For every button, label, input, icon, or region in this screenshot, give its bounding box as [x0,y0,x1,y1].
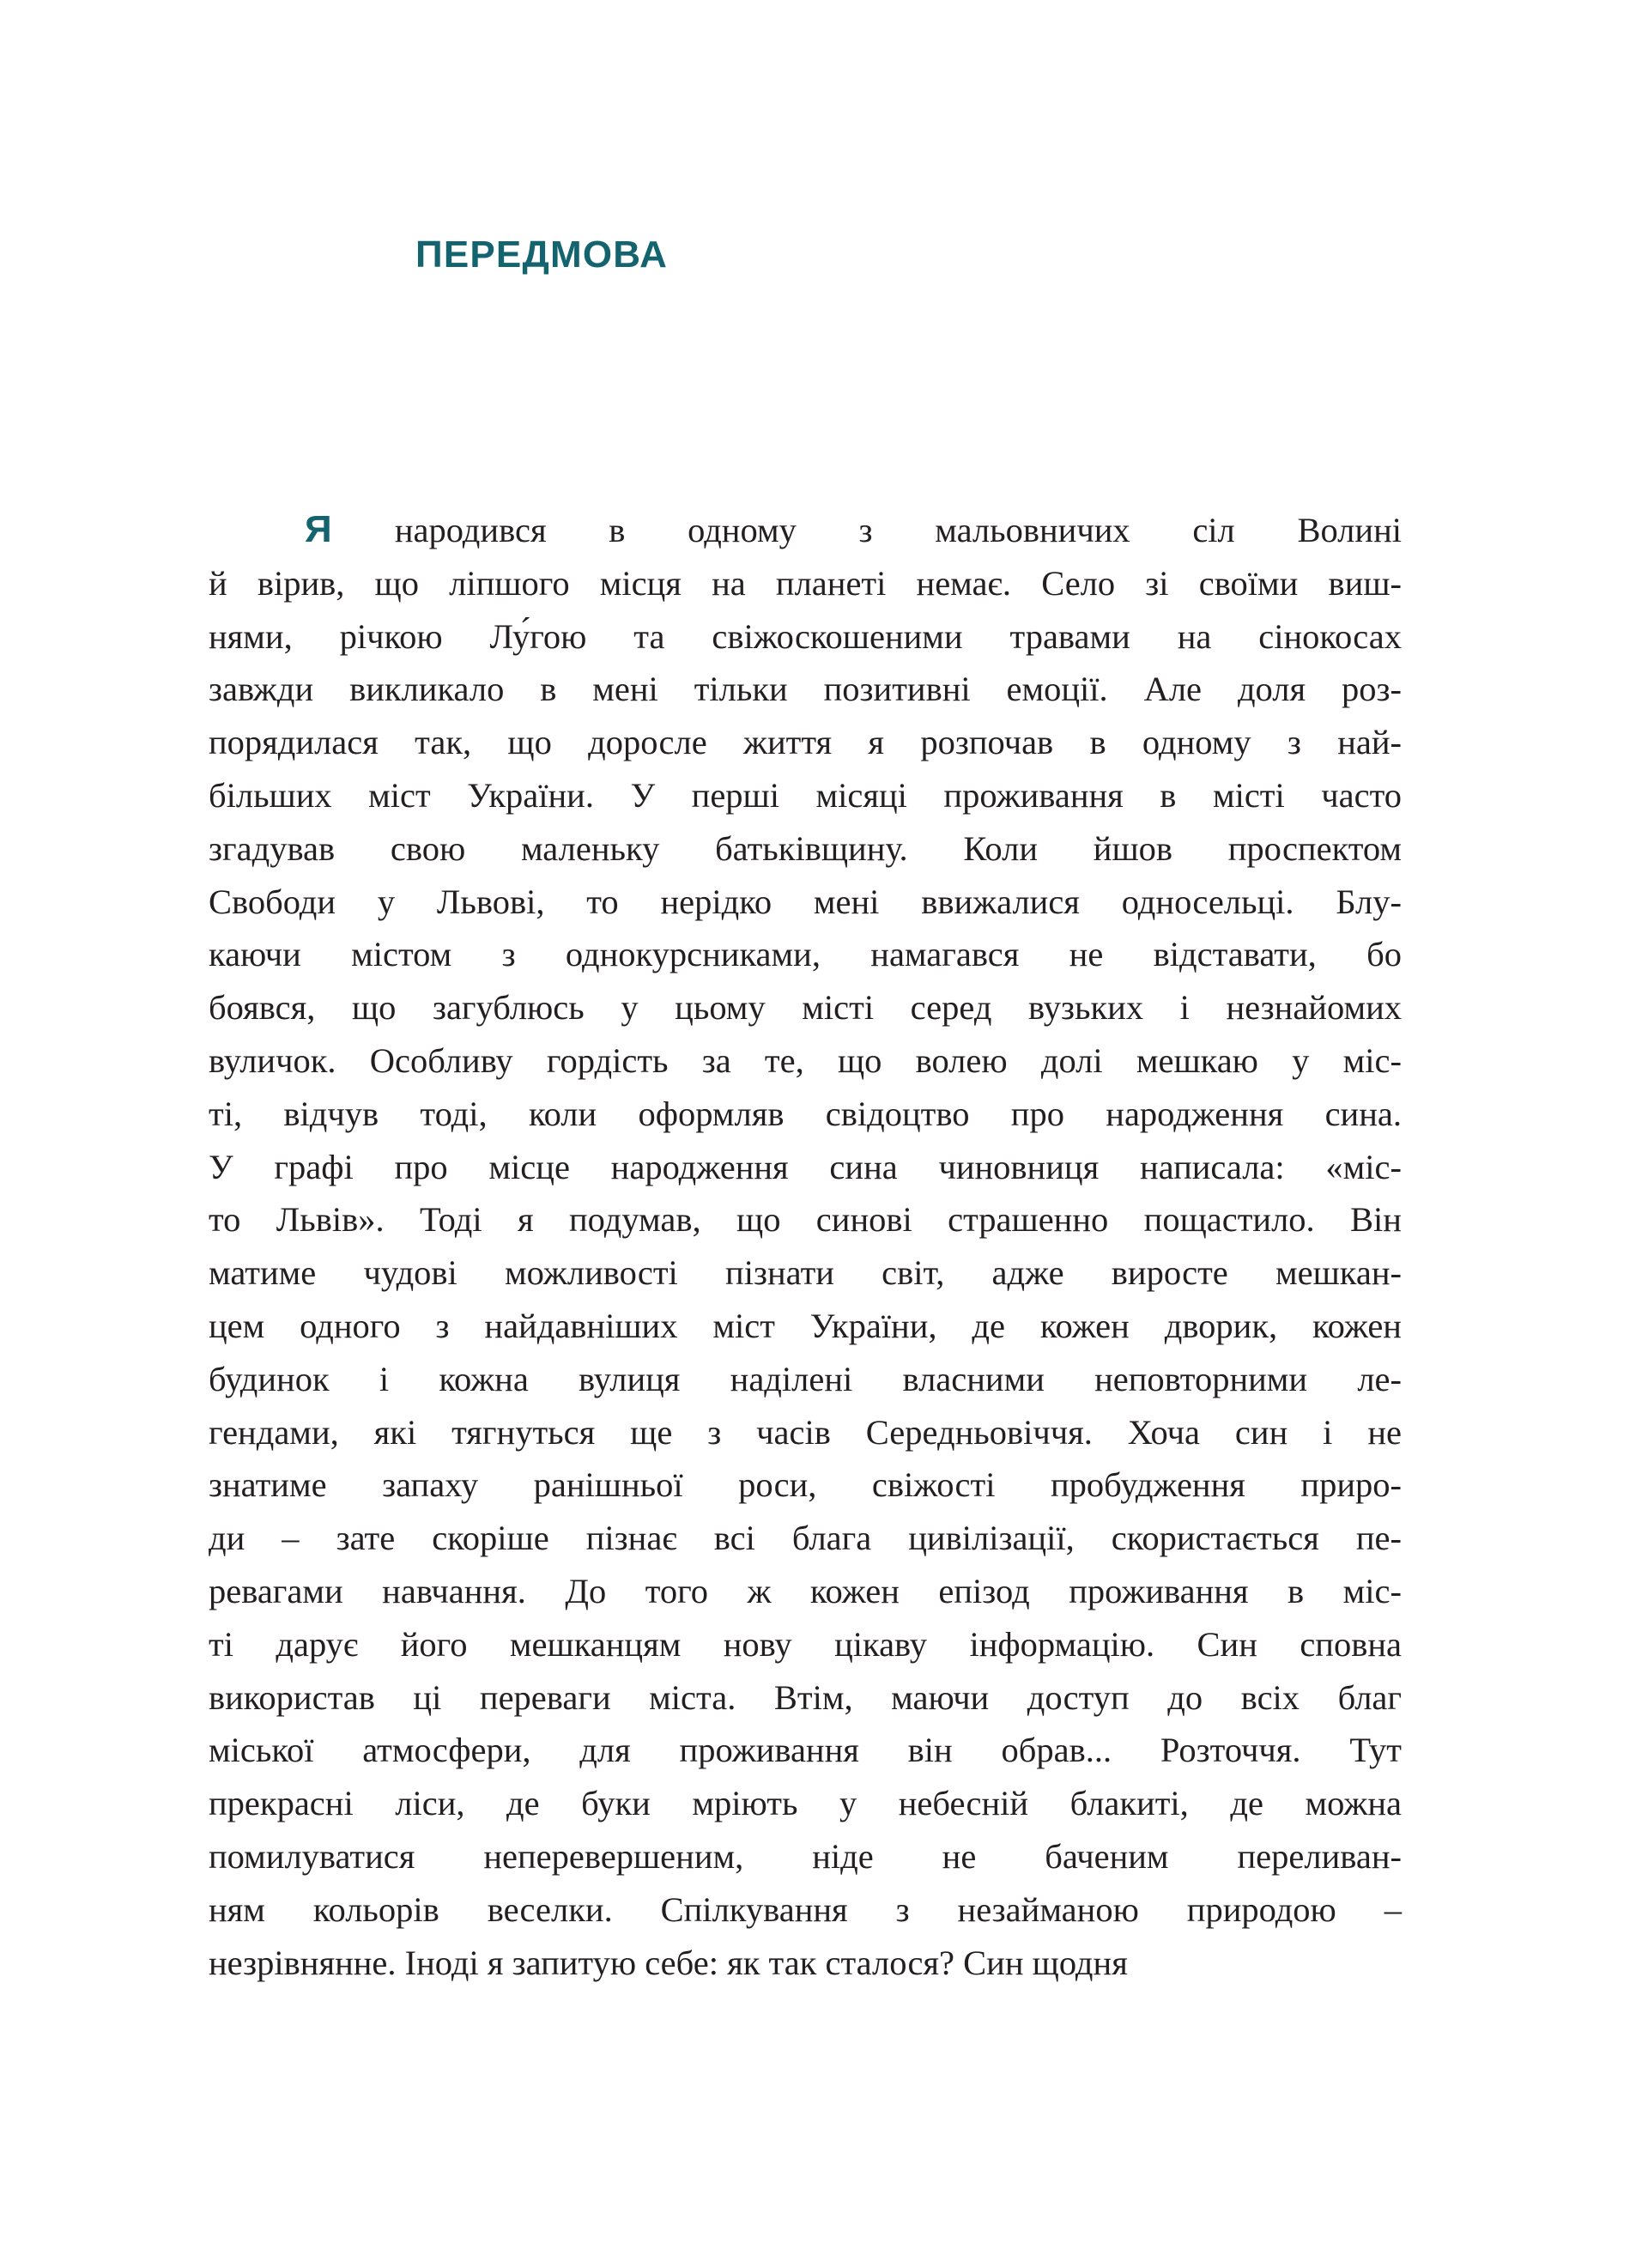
text-line: будинок і кожна вулиця наділені власними неповторними ле- [209,1359,1402,1398]
text-line: гендами, які тягнуться ще з часів Середньовіччя. Хоча син і не [209,1412,1402,1452]
text-line: знатиме запаху ранішньої роси, свіжості пробудження приро- [209,1465,1402,1505]
text-line: ди – зате скоріше пізнає всі блага цивілізації, скористається пе- [209,1519,1402,1558]
text-line: ревагами навчання. До того ж кожен епізод проживання в міс- [209,1571,1402,1610]
text-line: нями, річкою Лу́гою та свіжоскошеними травами на сінокосах [209,616,1402,656]
text-line: згадував свою маленьку батьківщину. Коли йшов проспектом [209,828,1402,868]
preface-paragraph [209,503,1402,1989]
text-line: ті, відчув тоді, коли оформляв свідоцтво про народження сина. [209,1094,1402,1133]
text-line: У графі про місце народження сина чиновниця написала: «міс- [209,1147,1402,1186]
text-line: прекрасні ліси, де буки мріють у небесній блакиті, де можна [209,1784,1402,1823]
text-line: цем одного з найдавніших міст України, де кожен дворик, кожен [209,1306,1402,1345]
text-line: боявся, що загублюсь у цьому місті серед вузьких і незнайомих [209,988,1402,1028]
text-line: ті дарує його мешканцям нову цікаву інформацію. Син сповна [209,1624,1402,1664]
text-line: використав ці переваги міста. Втім, маючи доступ до всіх благ [209,1677,1402,1717]
text-line: Я народився в одному з мальовничих сіл Волині [305,508,1402,550]
text-line: незрівнянне. Іноді я запитую себе: як так сталося? Син щодня [209,1943,1128,1982]
text-line: міської атмосфери, для проживання він обрав... Розточчя. Тут [209,1731,1402,1770]
text-line: то Львів». Тоді я подумав, що синові страшенно пощастило. Він [209,1200,1402,1240]
text-line: порядилася так, що доросле життя я розпочав в одному з най- [209,723,1402,762]
drop-cap-initial: Я [305,508,333,550]
preface-body-text [209,503,1402,1989]
text-line: матиме чудові можливості пізнати світ, адже виросте мешкан- [209,1253,1402,1293]
text-line: вуличок. Особливу гордість за те, що волею долі мешкаю у міс- [209,1040,1402,1080]
text-line: й вірив, що ліпшого місця на планеті немає. Село зі своїми виш- [209,563,1402,603]
text-line: більших міст України. У перші місяці проживання в місті часто [209,775,1402,815]
text-line: ням кольорів веселки. Спілкування з незайманою природою – [209,1889,1402,1929]
page-title: ПЕРЕДМОВА [415,233,669,276]
text-line: помилуватися неперевершеним, ніде не баченим переливан- [209,1836,1402,1876]
text-line: Свободи у Львові, то нерідко мені ввижалися односельці. Блу- [209,882,1402,921]
text-line: каючи містом з однокурсниками, намагався не відставати, бо [209,935,1402,974]
text-line: завжди викликало в мені тільки позитивні емоції. Але доля роз- [209,670,1402,709]
